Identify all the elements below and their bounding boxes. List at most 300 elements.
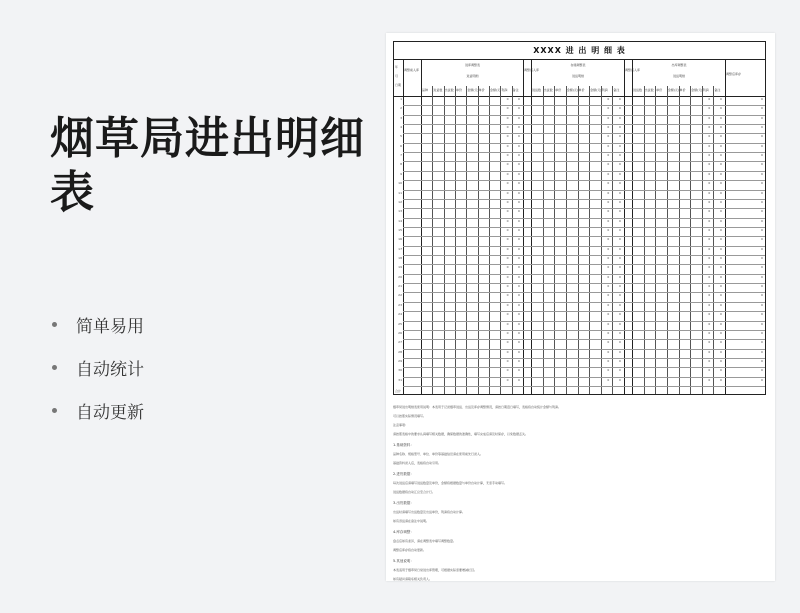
cell-zero: 0 xyxy=(708,237,711,242)
notes-section xyxy=(393,405,767,581)
side-label: 日期 xyxy=(395,83,402,87)
feature-label: 自动统计 xyxy=(76,359,144,380)
cell-zero: 0 xyxy=(720,134,722,139)
cell-zero: 0 xyxy=(506,340,509,345)
cell-zero: 0 xyxy=(619,284,621,289)
cell-zero: 0 xyxy=(607,237,610,242)
note-text: 盘点后如有差异，请在调整表中填写调整数量。 xyxy=(393,539,457,543)
first-header: 调整前入库 xyxy=(404,68,420,72)
cell-zero: 0 xyxy=(518,293,520,298)
cell-zero: 0 xyxy=(619,209,621,214)
cell-zero: 0 xyxy=(720,125,722,130)
cell-zero: 0 xyxy=(518,237,520,242)
cell-zero: 0 xyxy=(506,106,509,111)
row-line xyxy=(403,255,765,256)
cell-zero: 0 xyxy=(506,153,509,158)
cell-zero: 0 xyxy=(518,125,520,130)
cell-zero: 0 xyxy=(506,218,509,223)
cell-zero: 0 xyxy=(518,256,520,261)
row-number: 29 xyxy=(398,358,402,363)
cell-zero: 0 xyxy=(619,256,621,261)
column-header: 进货数 xyxy=(532,88,542,92)
row-line xyxy=(403,143,765,144)
cell-zero: 0 xyxy=(708,199,711,204)
cell-zero: 0 xyxy=(761,293,763,298)
cell-zero: 0 xyxy=(708,330,711,335)
cell-zero: 0 xyxy=(761,237,763,242)
cell-zero: 0 xyxy=(720,209,722,214)
cell-zero: 0 xyxy=(619,125,621,130)
column-header: 进货数 xyxy=(633,88,643,92)
cell-zero: 0 xyxy=(607,340,610,345)
cell-zero: 0 xyxy=(506,321,509,326)
cell-zero: 0 xyxy=(761,284,763,289)
column-header: 出货数 xyxy=(444,88,454,92)
sheet-title: XXXX 进 出 明 细 表 xyxy=(394,42,765,60)
note-text: 注意事项： xyxy=(393,423,409,427)
row-number: 14 xyxy=(398,218,402,223)
cell-zero: 0 xyxy=(607,358,610,363)
cell-zero: 0 xyxy=(506,134,509,139)
adjust-header: 调整后入库 xyxy=(524,68,540,72)
row-number: 19 xyxy=(398,265,402,270)
cell-zero: 0 xyxy=(607,97,610,101)
note-heading: 5.其他说明： xyxy=(393,559,414,563)
bullet-icon xyxy=(52,408,57,413)
cell-zero: 0 xyxy=(607,115,610,120)
column-header: 进货数 xyxy=(433,88,443,92)
cell-zero: 0 xyxy=(761,368,763,373)
row-number: 18 xyxy=(398,256,402,261)
row-number: 8 xyxy=(400,162,402,167)
cell-zero: 0 xyxy=(506,115,509,120)
row-number: 25 xyxy=(398,321,402,326)
cell-zero: 0 xyxy=(506,162,509,167)
cell-zero: 0 xyxy=(619,171,621,176)
row-number: 16 xyxy=(398,237,402,242)
row-line xyxy=(403,386,765,387)
note-text: 调整后库存将自动更新。 xyxy=(393,548,427,552)
row-line xyxy=(403,377,765,378)
cell-zero: 0 xyxy=(708,284,711,289)
document-preview xyxy=(386,33,775,581)
cell-zero: 0 xyxy=(506,256,509,261)
row-number: 22 xyxy=(398,293,402,298)
row-number: 21 xyxy=(398,284,402,289)
row-number: 24 xyxy=(398,312,402,317)
column-header: 单价 xyxy=(456,88,463,92)
cell-zero: 0 xyxy=(518,218,520,223)
column-header: 金额(元) xyxy=(566,88,579,92)
cell-zero: 0 xyxy=(619,274,621,279)
cell-zero: 0 xyxy=(518,321,520,326)
cell-zero: 0 xyxy=(607,368,610,373)
cell-zero: 0 xyxy=(619,349,621,354)
cell-zero: 0 xyxy=(607,293,610,298)
row-line xyxy=(403,171,765,172)
row-number: 3 xyxy=(400,115,402,120)
cell-zero: 0 xyxy=(708,227,711,232)
cell-zero: 0 xyxy=(619,293,621,298)
cell-zero: 0 xyxy=(607,153,610,158)
cell-zero: 0 xyxy=(607,377,610,382)
cell-zero: 0 xyxy=(708,125,711,130)
cell-zero: 0 xyxy=(708,340,711,345)
cell-zero: 0 xyxy=(619,312,621,317)
column-header: 单价 xyxy=(656,88,663,92)
cell-zero: 0 xyxy=(518,106,520,111)
cell-zero: 0 xyxy=(720,256,722,261)
cell-zero: 0 xyxy=(506,293,509,298)
cell-zero: 0 xyxy=(708,134,711,139)
note-text: 可以按照实际情况填写。 xyxy=(393,414,427,418)
cell-zero: 0 xyxy=(720,340,722,345)
cell-zero: 0 xyxy=(720,181,722,186)
cell-zero: 0 xyxy=(506,349,509,354)
side-label: 月 xyxy=(395,74,399,78)
cell-zero: 0 xyxy=(506,246,509,251)
cell-zero: 0 xyxy=(708,153,711,158)
row-number: 30 xyxy=(398,368,402,373)
cell-zero: 0 xyxy=(518,190,520,195)
cell-zero: 0 xyxy=(607,181,610,186)
cell-zero: 0 xyxy=(619,227,621,232)
cell-zero: 0 xyxy=(761,227,763,232)
group-sub: 进货明细 xyxy=(672,74,685,78)
cell-zero: 0 xyxy=(518,209,520,214)
feature-item xyxy=(52,398,144,422)
cell-zero: 0 xyxy=(607,246,610,251)
column-header: 金额(元) xyxy=(490,88,502,92)
side-label: 年 xyxy=(395,65,399,69)
cell-zero: 0 xyxy=(708,312,711,317)
cell-zero: 0 xyxy=(708,97,711,101)
cell-zero: 0 xyxy=(607,199,610,204)
group-name: 出库调整表 xyxy=(671,63,687,67)
cell-zero: 0 xyxy=(619,340,621,345)
cell-zero: 0 xyxy=(518,97,520,101)
cell-zero: 0 xyxy=(619,97,621,101)
cell-zero: 0 xyxy=(720,227,722,232)
cell-zero: 0 xyxy=(708,190,711,195)
cell-zero: 0 xyxy=(607,143,610,148)
cell-zero: 0 xyxy=(506,377,509,382)
cell-zero: 0 xyxy=(720,199,722,204)
cell-zero: 0 xyxy=(607,349,610,354)
row-number: 13 xyxy=(398,209,402,214)
cell-zero: 0 xyxy=(607,209,610,214)
cell-zero: 0 xyxy=(518,134,520,139)
cell-zero: 0 xyxy=(506,190,509,195)
cell-zero: 0 xyxy=(506,181,509,186)
cell-zero: 0 xyxy=(518,162,520,167)
cell-zero: 0 xyxy=(761,256,763,261)
cell-zero: 0 xyxy=(506,265,509,270)
row-line xyxy=(403,180,765,181)
row-line xyxy=(403,133,765,134)
cell-zero: 0 xyxy=(720,274,722,279)
cell-zero: 0 xyxy=(720,115,722,120)
cell-zero: 0 xyxy=(761,134,763,139)
cell-zero: 0 xyxy=(506,237,509,242)
note-heading: 2.进货数据： xyxy=(393,472,414,476)
cell-zero: 0 xyxy=(761,218,763,223)
column-header: 备注 xyxy=(512,88,519,92)
cell-zero: 0 xyxy=(619,377,621,382)
group-name: 存储调整表 xyxy=(570,63,586,67)
cell-zero: 0 xyxy=(720,106,722,111)
cell-zero: 0 xyxy=(720,312,722,317)
cell-zero: 0 xyxy=(619,265,621,270)
cell-zero: 0 xyxy=(518,358,520,363)
cell-zero: 0 xyxy=(619,330,621,335)
row-number: 20 xyxy=(398,274,402,279)
cell-zero: 0 xyxy=(619,134,621,139)
row-number: 17 xyxy=(398,246,402,251)
cell-zero: 0 xyxy=(720,284,722,289)
cell-zero: 0 xyxy=(761,312,763,317)
row-line xyxy=(403,227,765,228)
cell-zero: 0 xyxy=(607,265,610,270)
cell-zero: 0 xyxy=(708,218,711,223)
cell-zero: 0 xyxy=(761,209,763,214)
row-number: 12 xyxy=(398,199,402,204)
cell-zero: 0 xyxy=(619,153,621,158)
cell-zero: 0 xyxy=(607,274,610,279)
cell-zero: 0 xyxy=(518,274,520,279)
cell-zero: 0 xyxy=(761,153,763,158)
adjust-header: 调整后入库 xyxy=(625,68,641,72)
note-text: 如有退货请在备注中说明。 xyxy=(393,519,430,523)
cell-zero: 0 xyxy=(708,162,711,167)
cell-zero: 0 xyxy=(518,227,520,232)
cell-zero: 0 xyxy=(720,162,722,167)
row-line xyxy=(403,199,765,200)
cell-zero: 0 xyxy=(518,377,520,382)
cell-zero: 0 xyxy=(607,302,610,307)
column-header: 利润 xyxy=(501,88,508,92)
cell-zero: 0 xyxy=(708,368,711,373)
cell-zero: 0 xyxy=(761,265,763,270)
row-number: 11 xyxy=(398,190,402,195)
row-number: 1 xyxy=(400,97,402,101)
cell-zero: 0 xyxy=(607,106,610,111)
cell-zero: 0 xyxy=(607,171,610,176)
cell-zero: 0 xyxy=(761,358,763,363)
page-title: 烟草局进出明细表 xyxy=(50,113,365,218)
cell-zero: 0 xyxy=(761,190,763,195)
cell-zero: 0 xyxy=(607,125,610,130)
column-header: 品种 xyxy=(422,88,429,92)
cell-zero: 0 xyxy=(761,321,763,326)
cell-zero: 0 xyxy=(518,115,520,120)
row-line xyxy=(403,208,765,209)
cell-zero: 0 xyxy=(518,246,520,251)
cell-zero: 0 xyxy=(720,143,722,148)
cell-zero: 0 xyxy=(518,349,520,354)
cell-zero: 0 xyxy=(761,181,763,186)
last-header: 调整后库存 xyxy=(726,72,742,76)
cell-zero: 0 xyxy=(761,143,763,148)
feature-label: 自动更新 xyxy=(76,402,144,423)
cell-zero: 0 xyxy=(708,246,711,251)
cell-zero: 0 xyxy=(619,358,621,363)
row-line xyxy=(403,161,765,162)
row-line xyxy=(403,236,765,237)
row-line xyxy=(403,105,765,106)
cell-zero: 0 xyxy=(619,190,621,195)
cell-zero: 0 xyxy=(761,106,763,111)
row-number: 5 xyxy=(400,134,402,139)
cell-zero: 0 xyxy=(506,302,509,307)
cell-zero: 0 xyxy=(708,106,711,111)
cell-zero: 0 xyxy=(506,199,509,204)
cell-zero: 0 xyxy=(607,256,610,261)
cell-zero: 0 xyxy=(720,190,722,195)
cell-zero: 0 xyxy=(619,143,621,148)
cell-zero: 0 xyxy=(607,134,610,139)
cell-zero: 0 xyxy=(720,377,722,382)
cell-zero: 0 xyxy=(708,115,711,120)
feature-item xyxy=(52,355,144,379)
cell-zero: 0 xyxy=(761,330,763,335)
cell-zero: 0 xyxy=(518,284,520,289)
feature-list xyxy=(52,312,144,441)
cell-zero: 0 xyxy=(518,265,520,270)
cell-zero: 0 xyxy=(607,312,610,317)
cell-zero: 0 xyxy=(518,302,520,307)
cell-zero: 0 xyxy=(607,190,610,195)
row-number: 7 xyxy=(400,153,402,158)
cell-zero: 0 xyxy=(506,171,509,176)
cell-zero: 0 xyxy=(708,377,711,382)
row-number: 15 xyxy=(398,227,402,232)
bullet-icon xyxy=(52,322,57,327)
cell-zero: 0 xyxy=(619,237,621,242)
cell-zero: 0 xyxy=(708,171,711,176)
row-line xyxy=(403,124,765,125)
cell-zero: 0 xyxy=(619,181,621,186)
cell-zero: 0 xyxy=(708,274,711,279)
cell-zero: 0 xyxy=(518,368,520,373)
cell-zero: 0 xyxy=(761,171,763,176)
cell-zero: 0 xyxy=(761,377,763,382)
cell-zero: 0 xyxy=(506,125,509,130)
cell-zero: 0 xyxy=(506,284,509,289)
cell-zero: 0 xyxy=(619,368,621,373)
column-header: 单价 xyxy=(679,88,686,92)
note-text: 本表适用于烟草局日常进出库管理，可根据实际需要增减栏目。 xyxy=(393,568,478,572)
cell-zero: 0 xyxy=(708,349,711,354)
note-text: 出货时请填写出货数量及出货单价，利润将自动计算。 xyxy=(393,510,466,514)
total-label: 合计 xyxy=(395,389,402,393)
cell-zero: 0 xyxy=(761,162,763,167)
cell-zero: 0 xyxy=(720,265,722,270)
cell-zero: 0 xyxy=(720,330,722,335)
cell-zero: 0 xyxy=(708,358,711,363)
cell-zero: 0 xyxy=(720,218,722,223)
bullet-icon xyxy=(52,365,57,370)
cell-zero: 0 xyxy=(619,199,621,204)
cell-zero: 0 xyxy=(506,143,509,148)
cell-zero: 0 xyxy=(720,237,722,242)
row-line xyxy=(403,321,765,322)
cell-zero: 0 xyxy=(607,284,610,289)
note-heading: 4.库存调整： xyxy=(393,530,414,534)
column-header: 备注 xyxy=(714,88,721,92)
cell-zero: 0 xyxy=(761,246,763,251)
row-line xyxy=(403,311,765,312)
cell-zero: 0 xyxy=(761,97,763,101)
cell-zero: 0 xyxy=(506,368,509,373)
spreadsheet-table xyxy=(393,41,766,395)
cell-zero: 0 xyxy=(518,153,520,158)
cell-zero: 0 xyxy=(720,171,722,176)
cell-zero: 0 xyxy=(720,293,722,298)
column-header: 金额(元) xyxy=(691,88,703,92)
cell-zero: 0 xyxy=(720,302,722,307)
column-header: 出货数 xyxy=(543,88,553,92)
cell-zero: 0 xyxy=(506,227,509,232)
cell-zero: 0 xyxy=(619,246,621,251)
note-heading: 1.基础资料： xyxy=(393,443,414,447)
cell-zero: 0 xyxy=(761,125,763,130)
note-text: 基础资料录入后，表格将自动引用。 xyxy=(393,461,442,465)
cell-zero: 0 xyxy=(607,321,610,326)
column-header: 出货数 xyxy=(644,88,654,92)
row-line xyxy=(403,264,765,265)
cell-zero: 0 xyxy=(518,171,520,176)
feature-label: 简单易用 xyxy=(76,316,144,337)
cell-zero: 0 xyxy=(607,218,610,223)
column-header: 金额(元) xyxy=(590,88,602,92)
feature-item xyxy=(52,312,144,336)
row-line xyxy=(403,358,765,359)
row-line xyxy=(403,349,765,350)
cell-zero: 0 xyxy=(607,330,610,335)
cell-zero: 0 xyxy=(518,330,520,335)
column-header: 金额(元) xyxy=(667,88,680,92)
cell-zero: 0 xyxy=(761,199,763,204)
cell-zero: 0 xyxy=(720,153,722,158)
cell-zero: 0 xyxy=(708,293,711,298)
row-number: 9 xyxy=(400,171,402,176)
cell-zero: 0 xyxy=(761,302,763,307)
cell-zero: 0 xyxy=(708,302,711,307)
column-header: 利润 xyxy=(702,88,709,92)
cell-zero: 0 xyxy=(708,256,711,261)
side-labels xyxy=(395,63,401,90)
row-number: 23 xyxy=(398,302,402,307)
column-header: 备注 xyxy=(613,88,620,92)
row-line xyxy=(403,218,765,219)
row-line xyxy=(403,302,765,303)
row-line xyxy=(403,367,765,368)
cell-zero: 0 xyxy=(619,218,621,223)
note-text: 品种名称、规格型号、单位、单价等基础信息请在使用前先行录入。 xyxy=(393,452,484,456)
cell-zero: 0 xyxy=(761,349,763,354)
cell-zero: 0 xyxy=(720,358,722,363)
cell-zero: 0 xyxy=(607,162,610,167)
row-line xyxy=(403,292,765,293)
cell-zero: 0 xyxy=(708,181,711,186)
cell-zero: 0 xyxy=(720,97,722,101)
cell-zero: 0 xyxy=(518,312,520,317)
column-header: 利润 xyxy=(601,88,608,92)
row-line xyxy=(403,283,765,284)
row-number: 27 xyxy=(398,340,402,345)
cell-zero: 0 xyxy=(518,340,520,345)
